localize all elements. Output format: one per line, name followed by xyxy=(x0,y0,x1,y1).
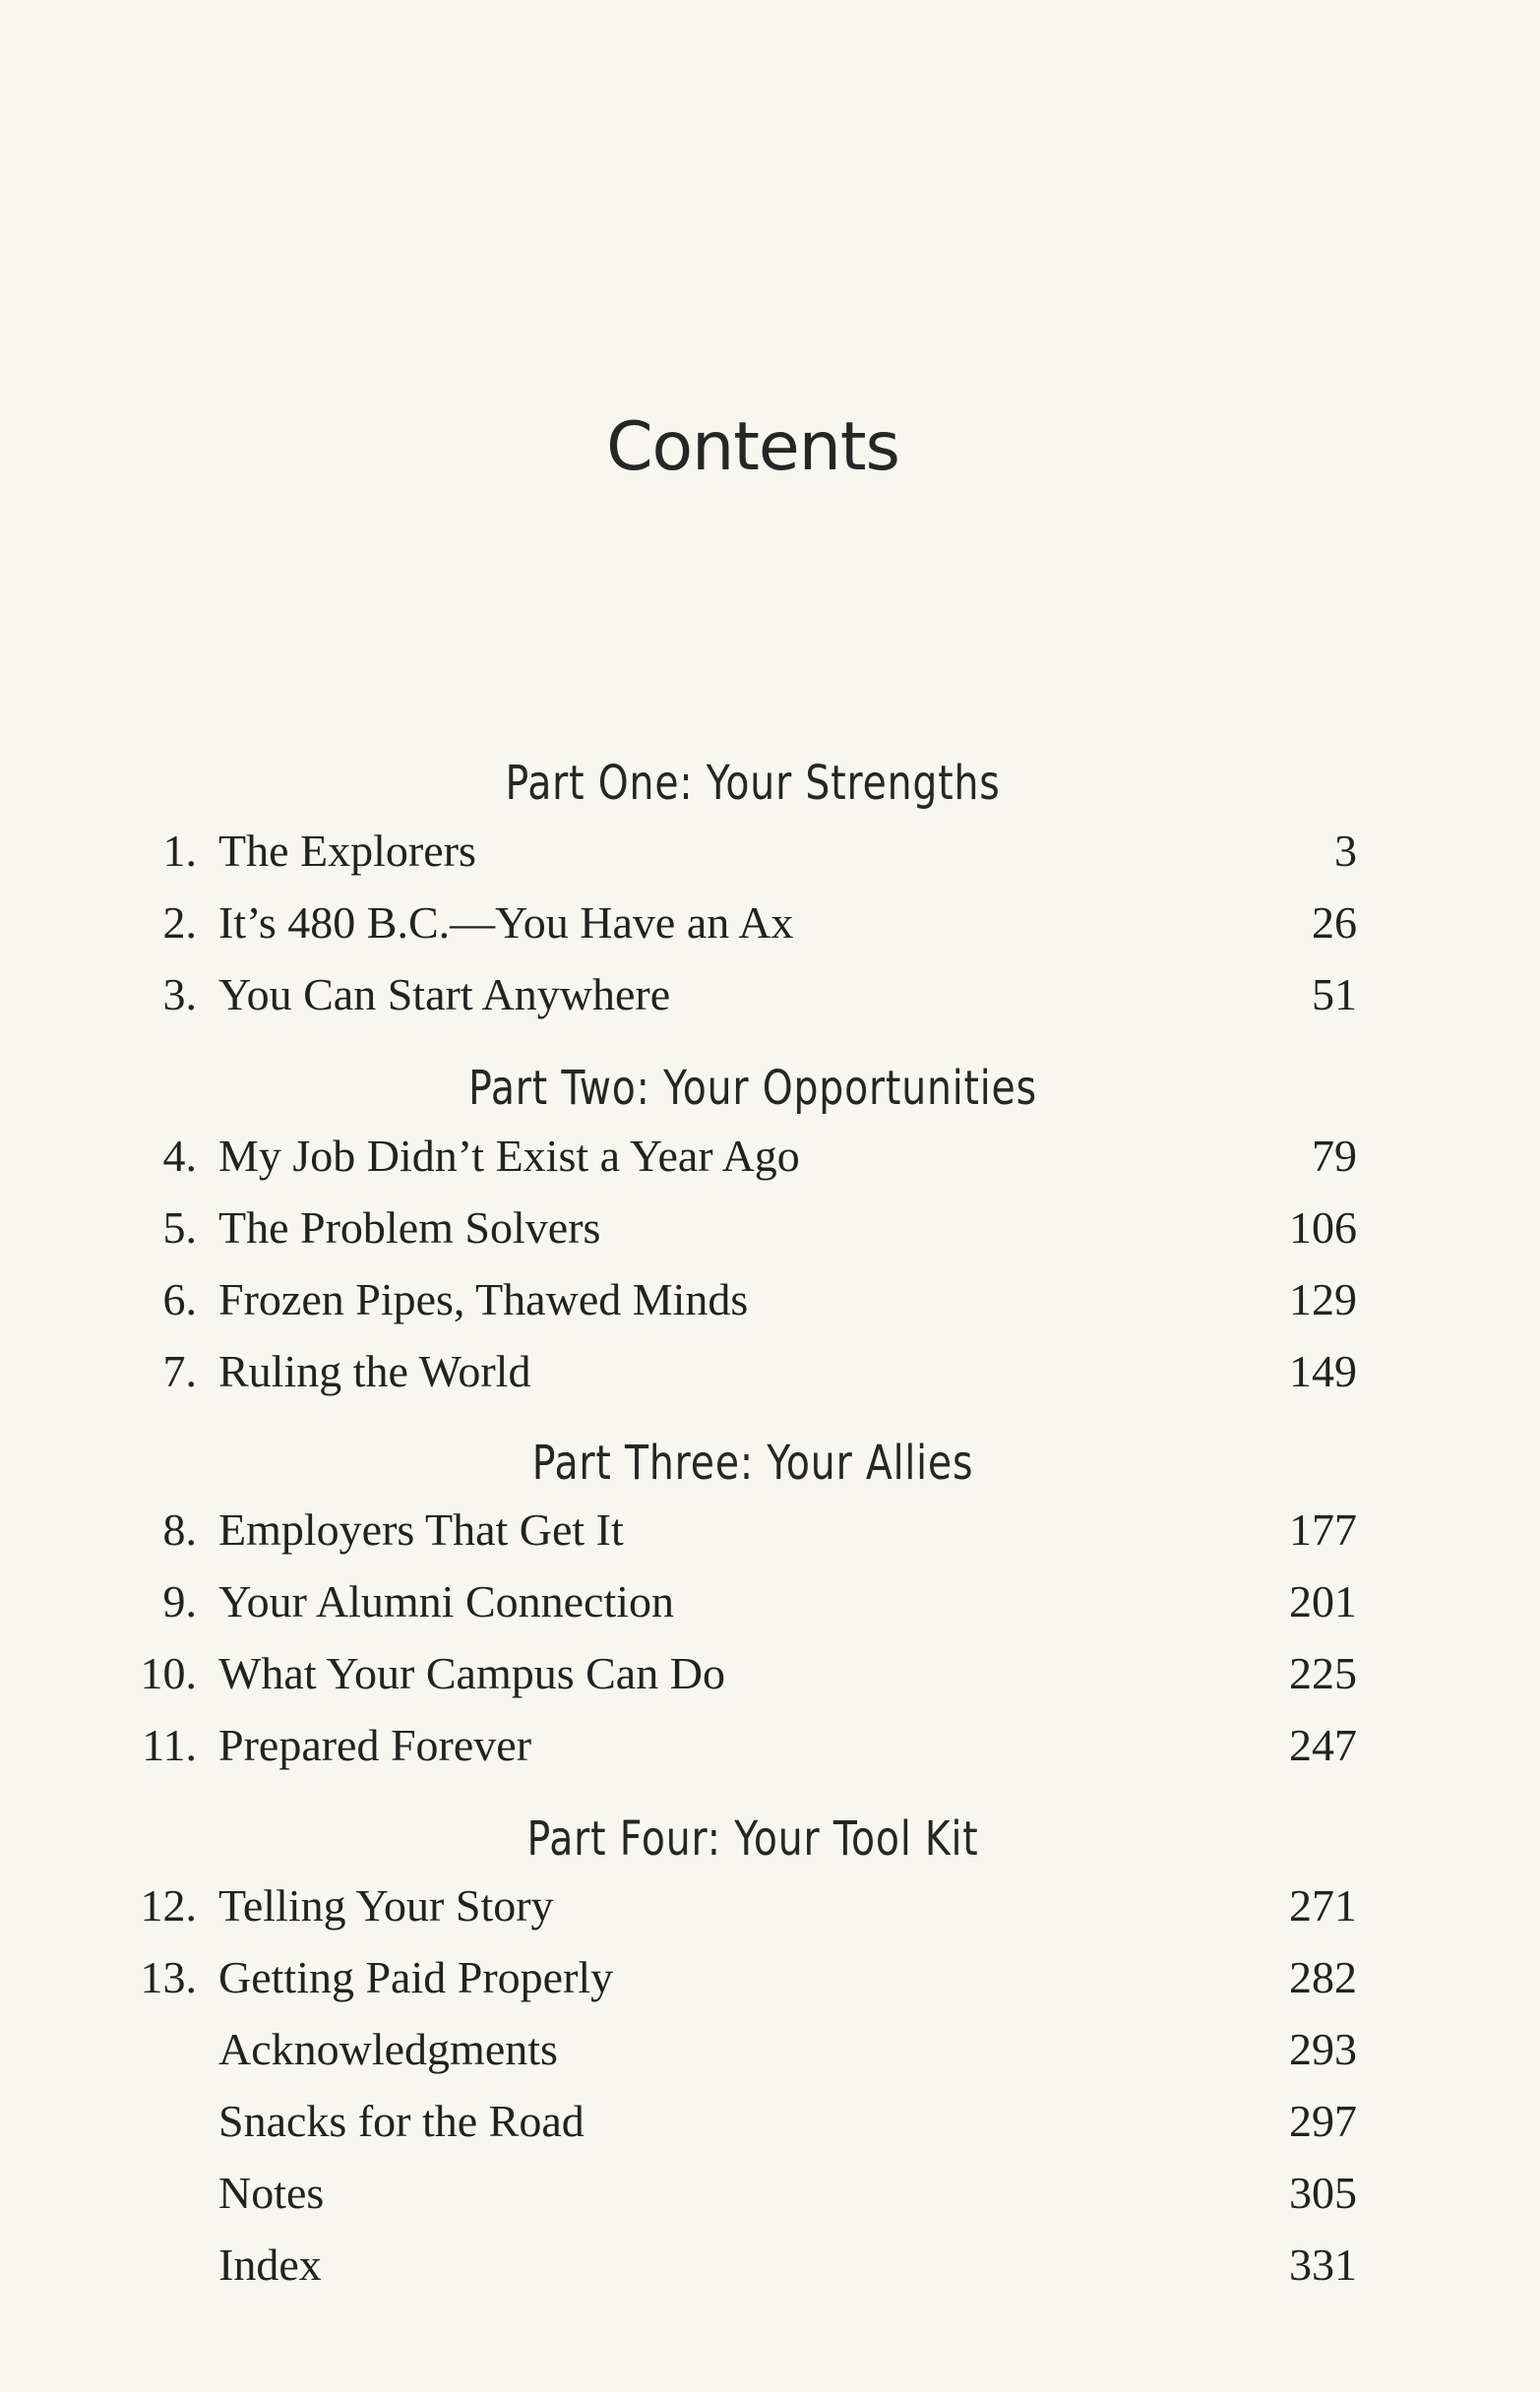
toc-entry[interactable] xyxy=(0,1719,1540,1782)
toc-entry[interactable] xyxy=(0,1647,1540,1710)
page-number: 3 xyxy=(1334,826,1357,876)
chapter-title: My Job Didn’t Exist a Year Ago xyxy=(218,1131,800,1181)
page-title: Contents xyxy=(606,408,899,486)
chapter-number: 11. xyxy=(142,1720,197,1770)
chapter-title: Snacks for the Road xyxy=(218,2096,585,2146)
chapter-title: Acknowledgments xyxy=(218,2024,558,2074)
toc-entry[interactable] xyxy=(0,1503,1540,1566)
chapter-title: Frozen Pipes, Thawed Minds xyxy=(218,1274,749,1324)
toc-entry[interactable] xyxy=(0,968,1540,1031)
chapter-title: Ruling the World xyxy=(218,1346,531,1396)
chapter-number: 9. xyxy=(162,1576,197,1626)
chapter-number: 7. xyxy=(162,1346,197,1396)
chapter-number: 4. xyxy=(162,1131,197,1181)
chapter-title: Your Alumni Connection xyxy=(218,1576,675,1626)
toc-entry[interactable] xyxy=(0,2167,1540,2230)
chapter-title: Prepared Forever xyxy=(218,1720,532,1770)
chapter-title: Telling Your Story xyxy=(218,1880,554,1931)
chapter-title: Getting Paid Properly xyxy=(218,1952,614,2002)
page-number: 271 xyxy=(1289,1880,1357,1931)
page-number: 177 xyxy=(1289,1504,1357,1555)
toc-entry[interactable] xyxy=(0,2023,1540,2086)
page-number: 149 xyxy=(1289,1346,1357,1396)
page-number: 297 xyxy=(1289,2096,1357,2146)
chapter-number: 12. xyxy=(140,1880,197,1931)
toc-entry[interactable] xyxy=(0,825,1540,888)
chapter-number: 5. xyxy=(162,1202,197,1253)
part-heading: Part Two: Your Opportunities xyxy=(468,1061,1037,1116)
page-number: 247 xyxy=(1289,1720,1357,1770)
page-number: 305 xyxy=(1289,2168,1357,2218)
page-number: 201 xyxy=(1289,1576,1357,1626)
chapter-number: 2. xyxy=(162,897,197,948)
chapter-number: 6. xyxy=(162,1274,197,1324)
page-number: 293 xyxy=(1289,2024,1357,2074)
page-number: 26 xyxy=(1312,897,1357,948)
page-number: 129 xyxy=(1289,1274,1357,1324)
chapter-number: 3. xyxy=(162,969,197,1019)
chapter-number: 13. xyxy=(140,1952,197,2002)
toc-entry[interactable] xyxy=(0,1575,1540,1638)
toc-entry[interactable] xyxy=(0,1879,1540,1942)
page-number: 331 xyxy=(1289,2239,1357,2290)
toc-entry[interactable] xyxy=(0,1130,1540,1193)
chapter-number: 1. xyxy=(162,826,197,876)
chapter-title: What Your Campus Can Do xyxy=(218,1648,725,1698)
chapter-title: Employers That Get It xyxy=(218,1504,624,1555)
chapter-title: Index xyxy=(218,2239,322,2290)
toc-entry[interactable] xyxy=(0,2239,1540,2301)
chapter-title: You Can Start Anywhere xyxy=(218,969,671,1019)
chapter-title: It’s 480 B.C.—You Have an Ax xyxy=(218,897,794,948)
toc-entry[interactable] xyxy=(0,2095,1540,2158)
toc-entry[interactable] xyxy=(0,1951,1540,2014)
page-number: 51 xyxy=(1312,969,1357,1019)
page-number: 79 xyxy=(1312,1131,1357,1181)
chapter-title: Notes xyxy=(218,2168,325,2218)
part-heading: Part Three: Your Allies xyxy=(531,1436,974,1491)
page-number: 225 xyxy=(1289,1648,1357,1698)
part-heading: Part Four: Your Tool Kit xyxy=(526,1811,979,1867)
page-number: 282 xyxy=(1289,1952,1357,2002)
chapter-number: 10. xyxy=(140,1648,197,1698)
chapter-title: The Explorers xyxy=(218,826,476,876)
part-heading: Part One: Your Strengths xyxy=(505,756,1001,811)
chapter-number: 8. xyxy=(162,1504,197,1555)
toc-entry[interactable] xyxy=(0,896,1540,959)
toc-entry[interactable] xyxy=(0,1273,1540,1336)
toc-entry[interactable] xyxy=(0,1201,1540,1264)
page-number: 106 xyxy=(1289,1202,1357,1253)
chapter-title: The Problem Solvers xyxy=(218,1202,601,1253)
toc-entry[interactable] xyxy=(0,1345,1540,1408)
